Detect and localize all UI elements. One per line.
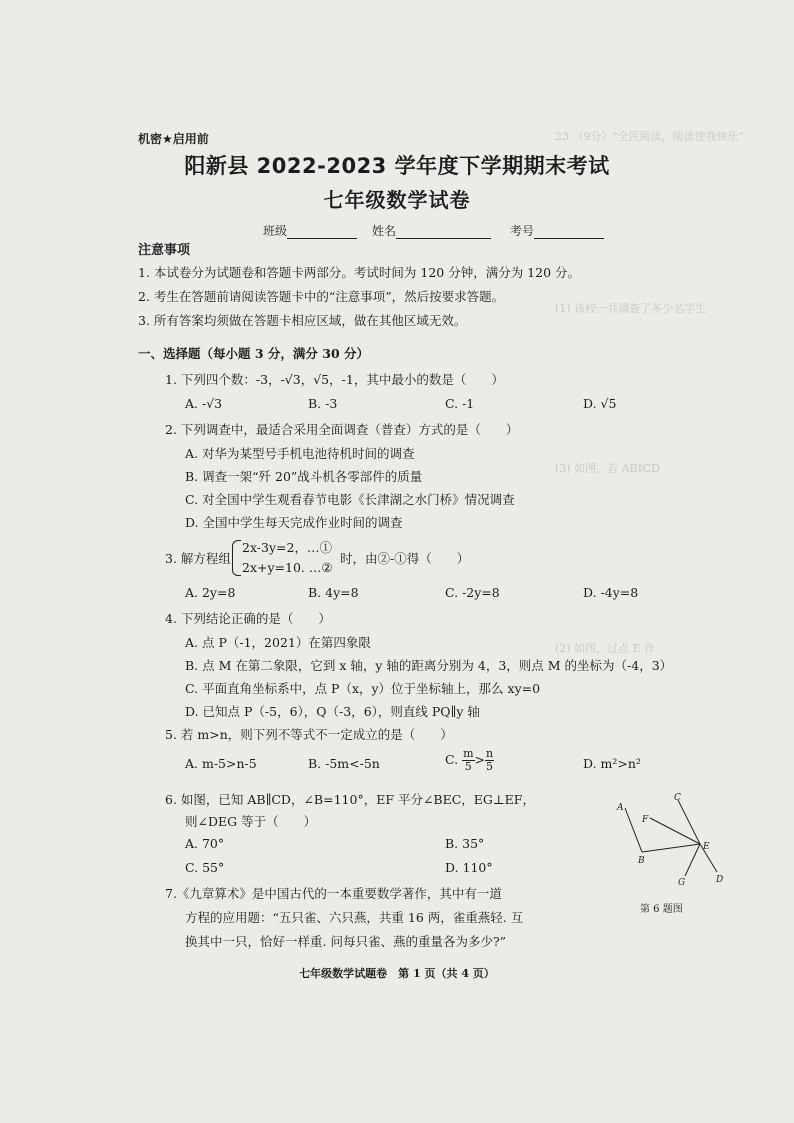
q1-option-a: A. -√3 <box>185 396 223 411</box>
segment-ab <box>625 808 642 852</box>
q5-option-d: D. m²>n² <box>583 756 641 771</box>
q5-option-b: B. -5m<-5n <box>308 756 380 771</box>
q6-option-c: C. 55° <box>185 860 225 875</box>
label-a: A <box>617 803 624 813</box>
bleed-through-text: (2) 如图，过点 E 作 <box>555 642 656 655</box>
section-heading: 一、选择题（每小题 3 分，满分 30 分） <box>138 346 370 361</box>
q4-option-b: B. 点 M 在第二象限，它到 x 轴，y 轴的距离分别为 4，3，则点 M 的坐标为（-4，3） <box>185 658 673 673</box>
q6-option-b: B. 35° <box>445 836 485 851</box>
fraction-n-over-5 <box>485 748 494 773</box>
figure-caption: 第 6 题图 <box>640 904 683 915</box>
question-5-stem: 5. 若 m>n，则下列不等式不一定成立的是（ ） <box>165 727 453 742</box>
name-label: 姓名 <box>372 224 397 238</box>
q2-option-b: B. 调查一架“歼 20”战斗机各零部件的质量 <box>185 469 423 484</box>
q4-option-a: A. 点 P（-1，2021）在第四象限 <box>185 635 371 650</box>
segment-be <box>642 844 700 852</box>
question-1-stem: 1. 下列四个数：-3，-√3，√5，-1，其中最小的数是（ ） <box>165 372 504 387</box>
q6-option-d: D. 110° <box>445 860 493 875</box>
fraction-denominator: 5 <box>486 760 494 773</box>
question-3-prefix: 3. 解方程组 <box>165 551 231 566</box>
question-6-figure <box>600 790 740 910</box>
q3-option-d: D. -4y=8 <box>583 585 639 600</box>
question-4-stem: 4. 下列结论正确的是（ ） <box>165 611 331 626</box>
question-7-stem: 7.《九章算术》是中国古代的一本重要数学著作，其中有一道 <box>165 886 502 901</box>
q4-option-d: D. 已知点 P（-5，6），Q（-3，6），则直线 PQ∥y 轴 <box>185 704 480 719</box>
segment-fe <box>650 818 700 844</box>
q2-option-c: C. 对全国中学生观看春节电影《长津湖之水门桥》情况调查 <box>185 492 515 507</box>
label-f: F <box>642 815 649 825</box>
fraction-m-over-5 <box>462 748 474 773</box>
class-label: 班级 <box>263 224 288 238</box>
question-7-stem-line2: 方程的应用题：“五只雀、六只燕，共重 16 两，雀重燕轻. 互 <box>185 910 524 925</box>
q1-option-c: C. -1 <box>445 396 475 411</box>
exam-title: 阳新县 2022-2023 学年度下学期期末考试 <box>184 154 610 178</box>
confidential-mark: 机密★启用前 <box>138 132 209 146</box>
question-6-stem-cont: 则∠DEG 等于（ ） <box>185 814 317 829</box>
bleed-through-text: (1) 该校一共调查了多少名学生 <box>555 302 707 315</box>
question-2-stem: 2. 下列调查中，最适合采用全面调查（普查）方式的是（ ） <box>165 422 519 437</box>
q1-option-d: D. √5 <box>583 396 617 411</box>
q3-equation-1: 2x-3y=2，…① <box>242 540 332 555</box>
q5-c-prefix: C. <box>445 752 459 767</box>
label-d: D <box>716 875 724 885</box>
greater-than-sign: > <box>474 752 485 767</box>
bleed-through-text: (3) 如图，若 AB∥CD <box>555 462 660 475</box>
question-7-stem-line3: 换其中一只，恰好一样重. 问每只雀、燕的重量各为多少?” <box>185 934 507 949</box>
q5-option-a: A. m-5>n-5 <box>185 756 257 771</box>
q3-option-c: C. -2y=8 <box>445 585 500 600</box>
exam-subtitle: 七年级数学试卷 <box>323 188 471 212</box>
notice-item: 3. 所有答案均须做在答题卡相应区域，做在其他区域无效。 <box>138 313 467 328</box>
segment-eg <box>685 844 700 876</box>
q6-option-a: A. 70° <box>185 836 225 851</box>
q5-option-c <box>445 748 494 773</box>
q2-option-a: A. 对华为某型号手机电池待机时间的调查 <box>185 446 415 461</box>
label-g: G <box>678 878 686 888</box>
name-field <box>372 222 491 239</box>
notice-heading: 注意事项 <box>138 243 191 258</box>
page-footer: 七年级数学试题卷 第 1 页（共 4 页） <box>299 967 495 980</box>
number-label: 考号 <box>510 224 535 238</box>
q2-option-d: D. 全国中学生每天完成作业时间的调查 <box>185 515 403 530</box>
q1-option-b: B. -3 <box>308 396 338 411</box>
label-e: E <box>703 842 710 852</box>
number-field <box>510 222 604 239</box>
question-3-suffix: 时，由②-①得（ ） <box>340 551 470 566</box>
label-c: C <box>674 793 681 803</box>
fraction-numerator: m <box>463 747 474 760</box>
segment-ce <box>678 800 700 844</box>
label-b: B <box>638 856 645 866</box>
q3-equation-2: 2x+y=10. …② <box>242 560 333 575</box>
class-field <box>263 222 357 239</box>
equation-brace <box>232 540 241 576</box>
bleed-through-text: 23.（9分）"全民阅读，阅读使我快乐" <box>555 130 744 143</box>
notice-item: 2. 考生在答题前请阅读答题卡中的“注意事项”，然后按要求答题。 <box>138 289 505 304</box>
fraction-numerator: n <box>486 747 494 760</box>
q3-option-b: B. 4y=8 <box>308 585 359 600</box>
class-blank <box>287 225 357 239</box>
fraction-denominator: 5 <box>464 760 472 773</box>
notice-item: 1. 本试卷分为试题卷和答题卡两部分。考试时间为 120 分钟，满分为 120 分。 <box>138 265 581 280</box>
q3-option-a: A. 2y=8 <box>185 585 236 600</box>
name-blank <box>396 225 491 239</box>
question-6-stem: 6. 如图，已知 AB∥CD，∠B=110°，EF 平分∠BEC，EG⊥EF， <box>165 792 535 807</box>
q4-option-c: C. 平面直角坐标系中，点 P（x，y）位于坐标轴上，那么 xy=0 <box>185 681 541 696</box>
number-blank <box>534 225 604 239</box>
